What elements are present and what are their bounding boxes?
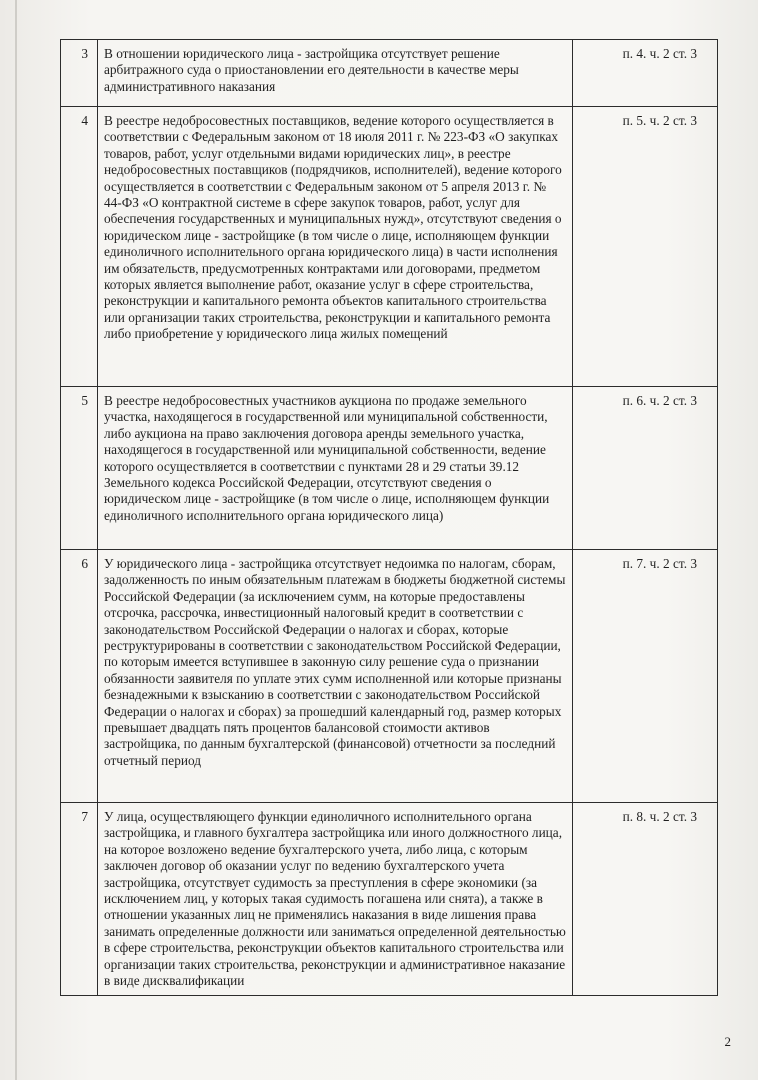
row-number: 5 [61,387,98,550]
table-row [61,803,718,996]
law-reference: п. 6. ч. 2 ст. 3 [573,387,718,550]
scan-edge-line [15,0,17,1080]
row-number: 6 [61,550,98,803]
table-row [61,550,718,803]
requirement-text: В отношении юридического лица - застройщика отсутствует решение арбитражного суда о приостановлении его деятельности в качестве меры административного наказания [98,40,573,107]
row-number: 3 [61,40,98,107]
law-reference: п. 5. ч. 2 ст. 3 [573,107,718,387]
page-number: 2 [724,1034,731,1049]
table-row [61,387,718,550]
requirements-table [60,39,718,996]
row-number: 7 [61,803,98,996]
law-reference: п. 7. ч. 2 ст. 3 [573,550,718,803]
requirement-text: У лица, осуществляющего функции единоличного исполнительного органа застройщика, и главного бухгалтера застройщика или иного должностного лица, на которое возложено ведение бухгалтерского учета, либо лица, с которым заключен договор об оказании услуг по ведению бухгалтерского учета застройщика, отсутствует судимость за преступления в сфере экономики (за исключением лиц, у которых такая судимость погашена или снята), а также в отношении указанных лиц не применялись наказания в виде лишения права занимать определенные должности или заниматься определенной деятельностью в сфере строительства, реконструкции объектов капитального строительства или организации таких строительства, реконструкции и административное наказание в виде дисквалификации [98,803,573,996]
table-row [61,40,718,107]
requirement-text: В реестре недобросовестных участников аукциона по продаже земельного участка, находящегося в государственной или муниципальной собственности, либо аукциона на право заключения договора аренды земельного участка, находящегося в государственной или муниципальной собственности, ведение которого осуществляется в соответствии с пунктами 28 и 29 статьи 39.12 Земельного кодекса Российской Федерации, отсутствуют сведения о юридическом лице - застройщике (в том числе о лице, исполняющем функции единоличного исполнительного органа юридического лица) [98,387,573,550]
law-reference: п. 8. ч. 2 ст. 3 [573,803,718,996]
table-row [61,107,718,387]
requirement-text: В реестре недобросовестных поставщиков, ведение которого осуществляется в соответствии с Федеральным законом от 18 июля 2011 г. № 223-ФЗ «О закупках товаров, работ, услуг отдельными видами юридических лиц», в реестре недобросовестных поставщиков (подрядчиков, исполнителей), ведение которого осуществляется в соответствии с Федеральным законом от 5 апреля 2013 г. № 44-ФЗ «О контрактной системе в сфере закупок товаров, работ, услуг для обеспечения государственных и муниципальных нужд», отсутствуют сведения о юридическом лице - застройщике (в том числе о лице, исполняющем функции единоличного исполнительного органа юридического лица) в части исполнения им обязательств, предусмотренных контрактами или договорами, предметом которых является выполнение работ, оказание услуг в сфере строительства, реконструкции и капитального ремонта объектов капитального строительства или организации таких строительства, реконструкции и капитального ремонта либо приобретение у юридического лица жилых помещений [98,107,573,387]
requirement-text: У юридического лица - застройщика отсутствует недоимка по налогам, сборам, задолженность по иным обязательным платежам в бюджеты бюджетной системы Российской Федерации (за исключением сумм, на которые предоставлены отсрочка, рассрочка, инвестиционный налоговый кредит в соответствии с законодательством Российской Федерации о налогах и сборах, которые реструктурированы в соответствии с законодательством Российской Федерации, по которым имеется вступившее в законную силу решение суда о признании обязанности заявителя по уплате этих сумм исполненной или которые признаны безнадежными к взысканию в соответствии с законодательством Российской Федерации о налогах и сборах) за прошедший календарный год, размер которых превышает двадцать пять процентов балансовой стоимости активов застройщика, по данным бухгалтерской (финансовой) отчетности за последний отчетный период [98,550,573,803]
law-reference: п. 4. ч. 2 ст. 3 [573,40,718,107]
row-number: 4 [61,107,98,387]
